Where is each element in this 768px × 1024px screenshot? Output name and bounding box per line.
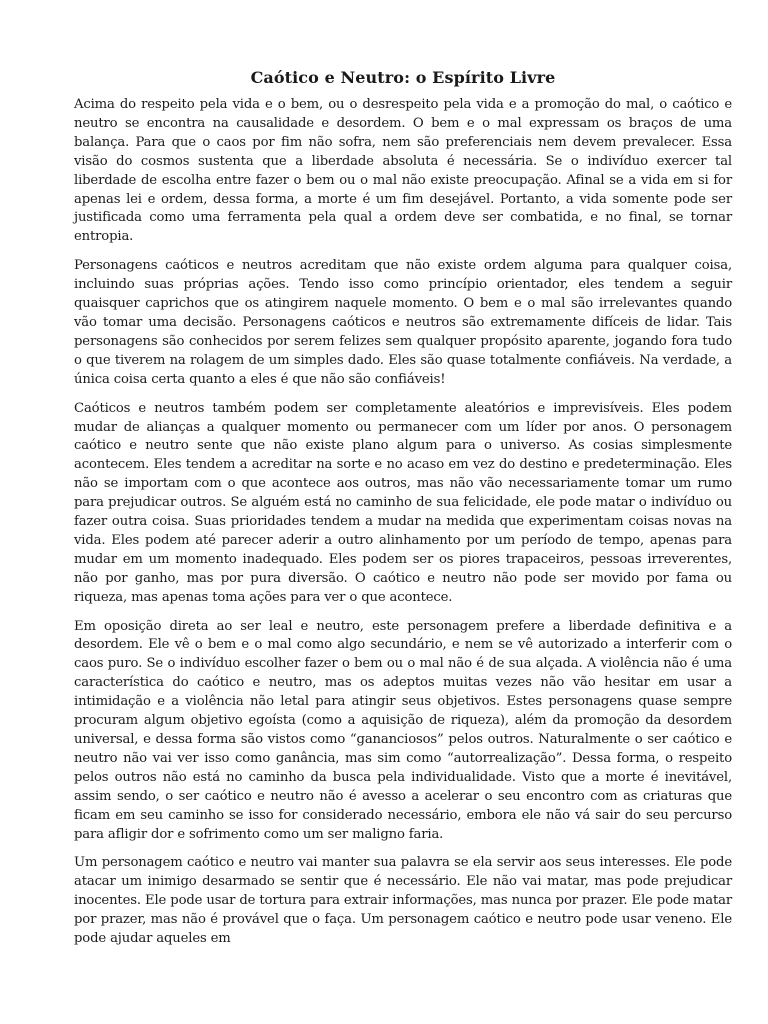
document-page xyxy=(74,66,732,959)
paragraph-4: Em oposição direta ao ser leal e neutro, este personagem prefere a liberdade definitiva e a desordem. Ele vê o bem e o mal como algo secundário, e nem se vê autorizado a interferir com o caos puro. Se o indivíduo escolher fazer o bem ou o mal não é de sua alçada. A violência não é uma característica do caótico e neutro, mas os adeptos muitas vezes não vão hesitar em usar a intimidação e a violência não letal para atingir seus objetivos. Estes personagens quase sempre procuram algum objetivo egoísta (como a aquisição de riqueza), além da promoção da desordem universal, e dessa forma são vistos como “gananciosos” pelos outros. Naturalmente o ser caótico e neutro não vai ver isso como ganância, mas sim como “autorrealização”. Dessa forma, o respeito pelos outros não está no caminho da busca pela individualidade. Visto que a morte é inevitável, assim sendo, o ser caótico e neutro não é avesso a acelerar o seu encontro com as criaturas que ficam em seu caminho se isso for considerado necessário, embora ele não vá sair do seu percurso para afligir dor e sofrimento como um ser maligno faria. xyxy=(74,618,732,842)
paragraph-1: Acima do respeito pela vida e o bem, ou o desrespeito pela vida e a promoção do mal, o caótico e neutro se encontra na causalidade e desordem. O bem e o mal expressam os braços de uma balança. Para que o caos por fim não sofra, nem são preferenciais nem devem prevalecer. Essa visão do cosmos sustenta que a liberdade absoluta é necessária. Se o indivíduo exercer tal liberdade de escolha entre fazer o bem ou o mal não existe preocupação. Afinal se a vida em si for apenas lei e ordem, dessa forma, a morte é um fim desejável. Portanto, a vida somente pode ser justificada como uma ferramenta pela qual a ordem deve ser combatida, e no final, se tornar entropia. xyxy=(74,97,732,245)
document-title: Caótico e Neutro: o Espírito Livre xyxy=(250,68,556,87)
paragraph-5: Um personagem caótico e neutro vai manter sua palavra se ela servir aos seus interesses. Ele pode atacar um inimigo desarmado se sentir que é necessário. Ele não vai matar, mas pode prejudicar inocentes. Ele pode usar de tortura para extrair informações, mas nunca por prazer. Ele pode matar por prazer, mas não é provável que o faça. Um personagem caótico e neutro pode usar veneno. Ele pode ajudar aqueles em xyxy=(74,855,732,947)
paragraph-3: Caóticos e neutros também podem ser completamente aleatórios e imprevisíveis. Eles podem mudar de alianças a qualquer momento ou permanecer com um líder por anos. O personagem caótico e neutro sente que não existe plano algum para o universo. As cosias simplesmente acontecem. Eles tendem a acreditar na sorte e no acaso em vez do destino e predeterminação. Eles não se importam com o que acontece aos outros, mas não vão necessariamente tomar um rumo para prejudicar outros. Se alguém está no caminho de sua felicidade, ele pode matar o indivíduo ou fazer outra coisa. Suas prioridades tendem a mudar na medida que experimentam coisas novas na vida. Eles podem até parecer aderir a outro alinhamento por um período de tempo, apenas para mudar em um momento inadequado. Eles podem ser os piores trapaceiros, pessoas irreverentes, não por ganho, mas por pura diversão. O caótico e neutro não pode ser movido por fama ou riqueza, mas apenas toma ações para ver o que acontece. xyxy=(74,400,732,605)
paragraph-2: Personagens caóticos e neutros acreditam que não existe ordem alguma para qualquer coisa, incluindo suas próprias ações. Tendo isso como princípio orientador, eles tendem a seguir quaisquer caprichos que os atingirem naquele momento. O bem e o mal são irrelevantes quando vão tomar uma decisão. Personagens caóticos e neutros são extremamente difíceis de lidar. Tais personagens são conhecidos por serem felizes sem qualquer propósito aparente, jogando fora tudo o que tiverem na rolagem de um simples dado. Eles são quase totalmente confiáveis. Na verdade, a única coisa certa quanto a eles é que não são confiáveis! xyxy=(74,258,732,387)
